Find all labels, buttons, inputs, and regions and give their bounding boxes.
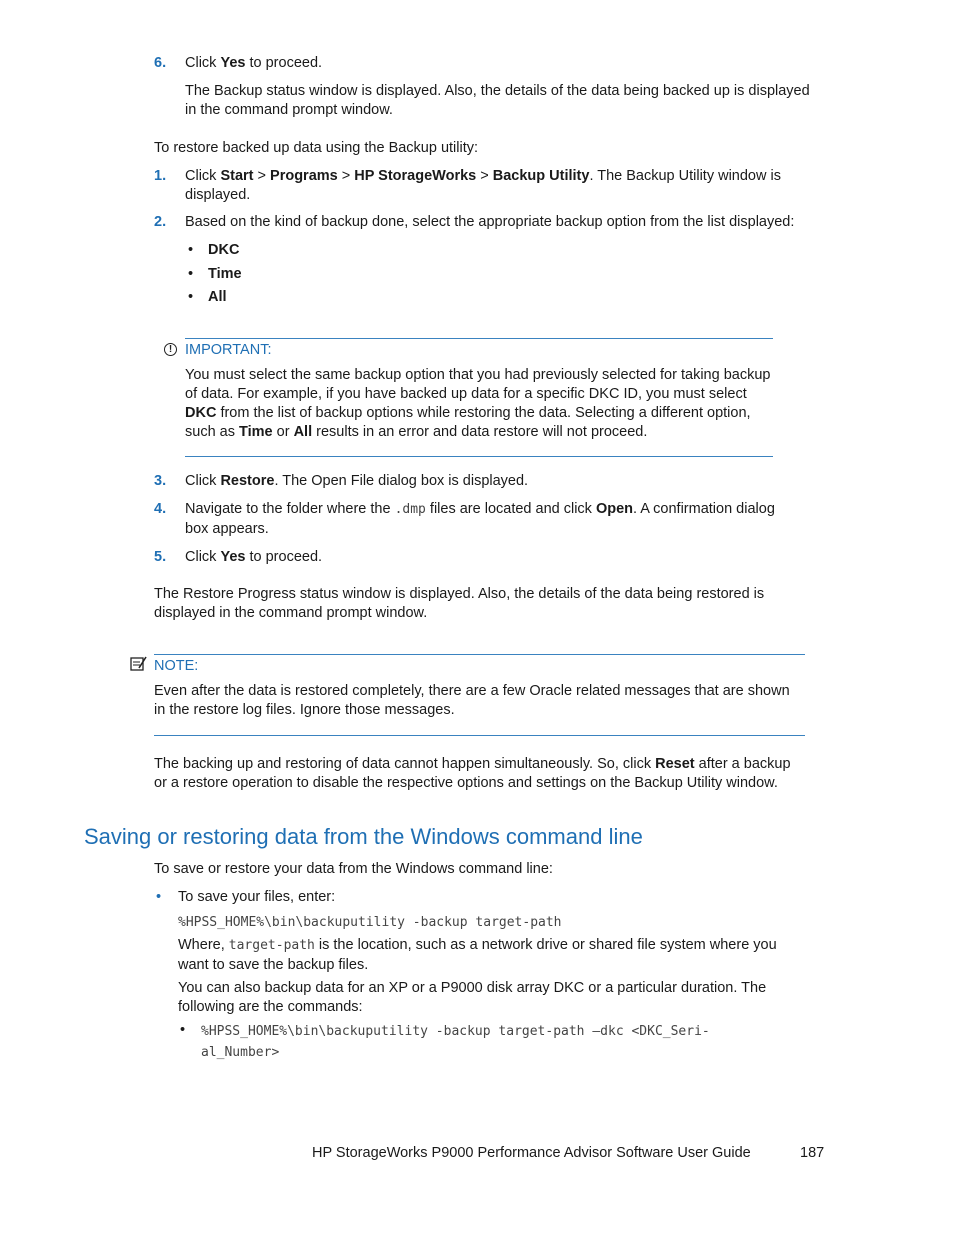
- code-line: %HPSS_HOME%\bin\backuputility -backup target-path —dkc <DKC_Seri-: [201, 1024, 710, 1039]
- option-dkc: DKC: [208, 242, 240, 258]
- step-text: [185, 548, 322, 567]
- note-bottom-rule: [154, 735, 805, 736]
- paragraph-line: following are the commands:: [178, 999, 363, 1015]
- important-bottom-rule: [185, 456, 773, 457]
- file-extension: .dmp: [394, 502, 426, 517]
- note-top-rule: [154, 654, 805, 655]
- bullet-dot: •: [188, 266, 194, 282]
- step-text-part: Click: [185, 473, 217, 489]
- important-line: You must select the same backup option that you had previously selected for taking backup: [185, 367, 771, 383]
- step-text: [185, 167, 781, 186]
- ui-term: All: [293, 424, 313, 440]
- section-heading: Saving or restoring data from the Windows command line: [84, 824, 643, 849]
- paragraph-line: displayed in the command prompt window.: [154, 605, 428, 621]
- paragraph-line: [178, 936, 777, 955]
- ui-term: Programs: [270, 168, 338, 184]
- step-text-part: to proceed.: [249, 55, 323, 71]
- important-text-part: results in an error and data restore will not proceed.: [316, 424, 648, 440]
- ui-term: Reset: [655, 756, 695, 772]
- step-number: 5.: [154, 549, 167, 565]
- step-text-part: . A confirmation dialog: [633, 501, 775, 517]
- step-text-part: Navigate to the folder where the: [185, 501, 391, 517]
- paragraph-text-part: after a backup: [698, 756, 791, 772]
- important-text-part: or: [276, 424, 290, 440]
- option-time: Time: [208, 266, 242, 282]
- paragraph-line: or a restore operation to disable the respective options and settings on the Backup Utility window.: [154, 775, 778, 791]
- separator: >: [257, 168, 266, 184]
- important-icon: !: [164, 343, 177, 356]
- bullet-dot: •: [180, 1022, 186, 1038]
- ui-term: Start: [220, 168, 254, 184]
- code-term: target-path: [228, 938, 315, 953]
- bullet-dot: •: [188, 242, 194, 258]
- bullet-text: To save your files, enter:: [178, 889, 336, 905]
- note-label: NOTE:: [154, 658, 199, 674]
- important-text-part: from the list of backup options while restoring the data. Selecting a different option,: [220, 405, 751, 421]
- note-line: Even after the data is restored completely, there are a few Oracle related messages that are shown: [154, 683, 790, 699]
- ui-term: Time: [239, 424, 273, 440]
- note-icon: [130, 656, 148, 672]
- step-text-part: . The Backup Utility window is: [589, 168, 781, 184]
- page-number: 187: [800, 1145, 825, 1161]
- important-text-part: such as: [185, 424, 235, 440]
- paragraph: To save or restore your data from the Windows command line:: [154, 861, 553, 877]
- paragraph-line: want to save the backup files.: [178, 957, 369, 973]
- ui-term: Restore: [220, 473, 275, 489]
- step-text-part: Click: [185, 549, 217, 565]
- ui-term: Yes: [220, 549, 246, 565]
- step-number: 3.: [154, 473, 167, 489]
- ui-term: DKC: [185, 405, 217, 421]
- paragraph-line: You can also backup data for an XP or a P9000 disk array DKC or a particular duration. The: [178, 980, 767, 996]
- important-top-rule: [185, 338, 773, 339]
- bullet-dot: •: [156, 889, 162, 905]
- step-description-line: in the command prompt window.: [185, 102, 393, 118]
- step-text-line: displayed.: [185, 187, 251, 203]
- step-text-part: files are located and click: [429, 501, 592, 517]
- ui-term: HP StorageWorks: [354, 168, 477, 184]
- step-description-line: The Backup status window is displayed. Also, the details of the data being backed up is displayed: [185, 83, 810, 99]
- step-number: 2.: [154, 214, 167, 230]
- footer-title: HP StorageWorks P9000 Performance Advisor Software User Guide: [312, 1145, 751, 1161]
- separator: >: [480, 168, 489, 184]
- ui-term: Open: [595, 501, 634, 517]
- note-line: in the restore log files. Ignore those messages.: [154, 702, 455, 718]
- paragraph-line: [154, 755, 791, 774]
- paragraph-text-part: Where,: [178, 937, 225, 953]
- ui-term: Yes: [220, 55, 246, 71]
- code-line: %HPSS_HOME%\bin\backuputility -backup target-path: [178, 915, 562, 930]
- paragraph-text-part: The backing up and restoring of data cannot happen simultaneously. So, click: [154, 756, 652, 772]
- step-text-part: Click: [185, 55, 217, 71]
- step-text-part: Click: [185, 168, 217, 184]
- step-text: [185, 472, 528, 491]
- important-label: IMPORTANT:: [185, 342, 272, 358]
- paragraph-text-part: is the location, such as a network drive or shared file system where you: [318, 937, 777, 953]
- ui-term: Backup Utility: [492, 168, 590, 184]
- step-number: 6.: [154, 55, 167, 71]
- option-all: All: [208, 289, 227, 305]
- step-number: 1.: [154, 168, 167, 184]
- important-line: [185, 423, 647, 442]
- important-line: [185, 404, 751, 423]
- step-text: Based on the kind of backup done, select the appropriate backup option from the list displayed:: [185, 214, 795, 230]
- important-line: of data. For example, if you have backed up data for a specific DKC ID, you must select: [185, 386, 747, 402]
- separator: >: [341, 168, 351, 184]
- paragraph: To restore backed up data using the Backup utility:: [154, 140, 479, 156]
- step-text-part: to proceed.: [249, 549, 323, 565]
- paragraph-line: The Restore Progress status window is displayed. Also, the details of the data being restored is: [154, 586, 765, 602]
- step-text-part: . The Open File dialog box is displayed.: [274, 473, 529, 489]
- bullet-dot: •: [188, 289, 194, 305]
- step-text: [185, 54, 322, 73]
- step-text: [185, 500, 775, 519]
- code-line: al_Number>: [201, 1045, 280, 1060]
- step-text-line: box appears.: [185, 521, 269, 537]
- step-number: 4.: [154, 501, 167, 517]
